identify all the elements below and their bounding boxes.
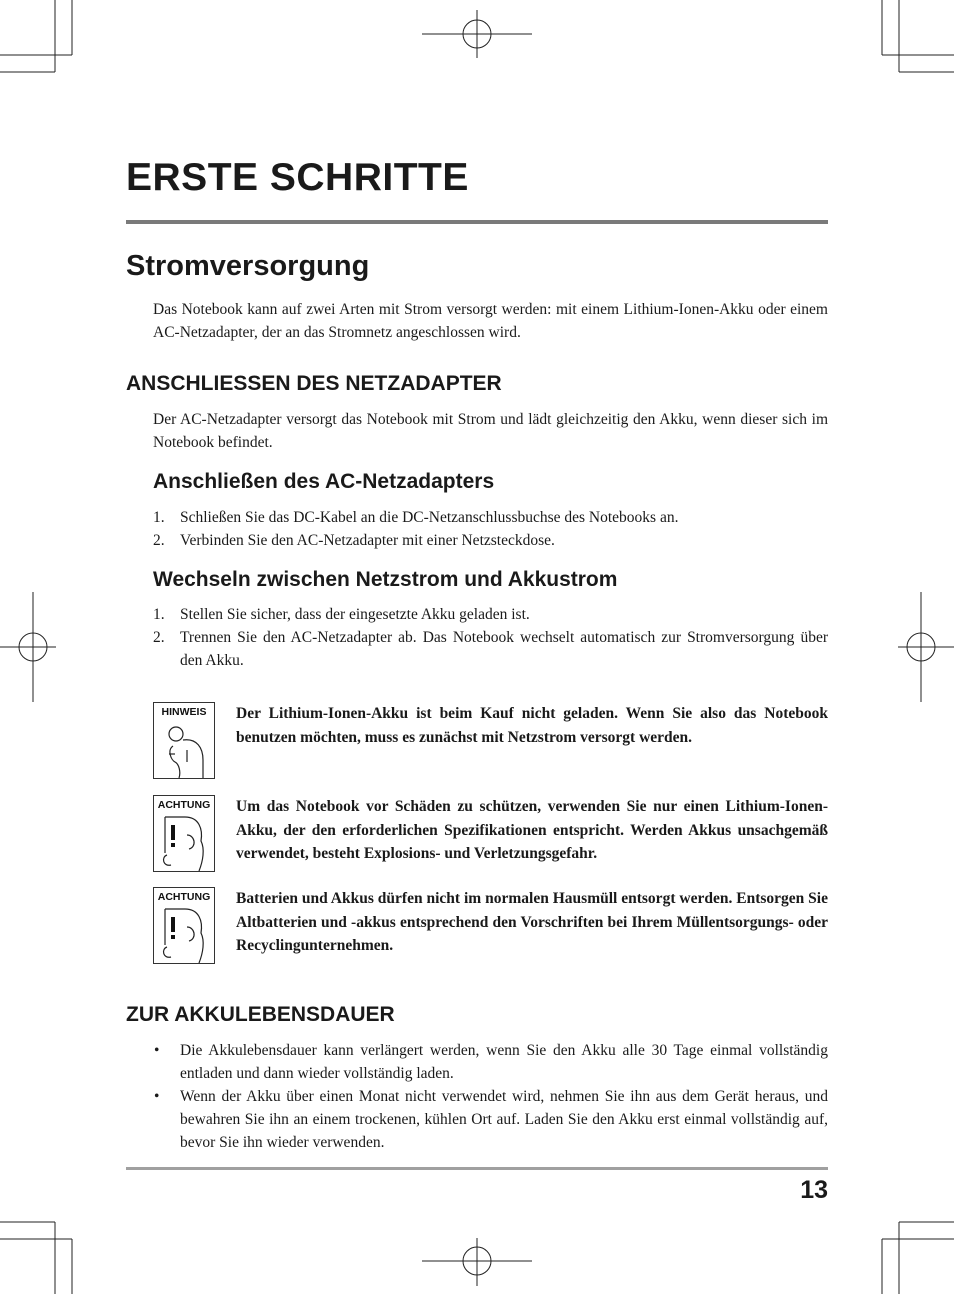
footer-rule [126, 1167, 828, 1170]
title-rule [126, 220, 828, 224]
list-item: 1. Schließen Sie das DC-Kabel an die DC-Netzanschlussbuchse des Notebooks an. [153, 509, 679, 526]
section-title: Stromversorgung [126, 250, 370, 282]
warning-exclamation-icon [153, 795, 215, 872]
list-item: • Wenn der Akku über einen Monat nicht verwendet wird, nehmen Sie ihn aus dem Gerät heraus, und bewahren Sie ihn an einem trockenen, kühlen Ort auf. Laden Sie den Akku erst einmal vollständig auf, bevor Sie ihn wieder verwenden. [154, 1088, 828, 1151]
note-text: Batterien und Akkus dürfen nicht im normalen Hausmüll entsorgt werden. Entsorgen Sie Altbatterien und -akkus entsprechend den Vorschriften bei Ihrem Müllentsorgungs- oder Recyclingunternehmen. [236, 890, 828, 954]
achtung-note-entsorgung [153, 887, 828, 965]
list-item: 2. Verbinden Sie den AC-Netzadapter mit einer Netzsteckdose. [153, 532, 555, 549]
switch-steps [153, 603, 828, 672]
hinweis-note [153, 702, 828, 780]
connect-steps [153, 506, 828, 552]
connect-heading: Anschließen des AC-Netzadapters [153, 470, 495, 493]
netzadapter-text: Der AC-Netzadapter versorgt das Notebook mit Strom und lädt gleichzeitig den Akku, wenn dieser sich im Notebook befindet. [153, 411, 828, 451]
page-number: 13 [800, 1176, 828, 1204]
achtung-note-akku [153, 795, 828, 873]
note-text: Um das Notebook vor Schäden zu schützen, verwenden Sie nur einen Lithium-Ionen-Akku, der den erforderlichen Spezifikationen entspricht. Werden Akkus unsachgemäß verwendet, besteht Explosions- und Verletzungsgefahr. [236, 798, 828, 862]
note-label: ACHTUNG [157, 799, 211, 811]
section-intro: Das Notebook kann auf zwei Arten mit Strom versorgt werden: mit einem Lithium-Ionen-Akku oder einem AC-Netzadapter, der an das Stromnetz angeschlossen wird. [153, 301, 828, 341]
netzadapter-heading: ANSCHLIESSEN DES NETZADAPTER [126, 372, 502, 395]
switch-heading: Wechseln zwischen Netzstrom und Akkustrom [153, 568, 618, 591]
note-label: ACHTUNG [157, 891, 211, 903]
note-label: HINWEIS [161, 706, 207, 718]
info-person-icon [153, 702, 215, 779]
list-item: 1. Stellen Sie sicher, dass der eingesetzte Akku geladen ist. [153, 606, 530, 623]
akku-bullets [153, 1039, 828, 1154]
warning-exclamation-icon [153, 887, 215, 964]
akku-heading: ZUR AKKULEBENSDAUER [126, 1003, 395, 1026]
note-text: Der Lithium-Ionen-Akku ist beim Kauf nicht geladen. Wenn Sie also das Notebook benutzen möchten, muss es zunächst mit Netzstrom versorgt werden. [236, 705, 828, 746]
list-item: • Die Akkulebensdauer kann verlängert werden, wenn Sie den Akku alle 30 Tage einmal vollständig entladen und dann wieder vollständig laden. [154, 1042, 828, 1082]
chapter-title: ERSTE SCHRITTE [126, 156, 469, 199]
list-item: 2. Trennen Sie den AC-Netzadapter ab. Das Notebook wechselt automatisch zur Stromversorgung über den Akku. [153, 629, 828, 669]
